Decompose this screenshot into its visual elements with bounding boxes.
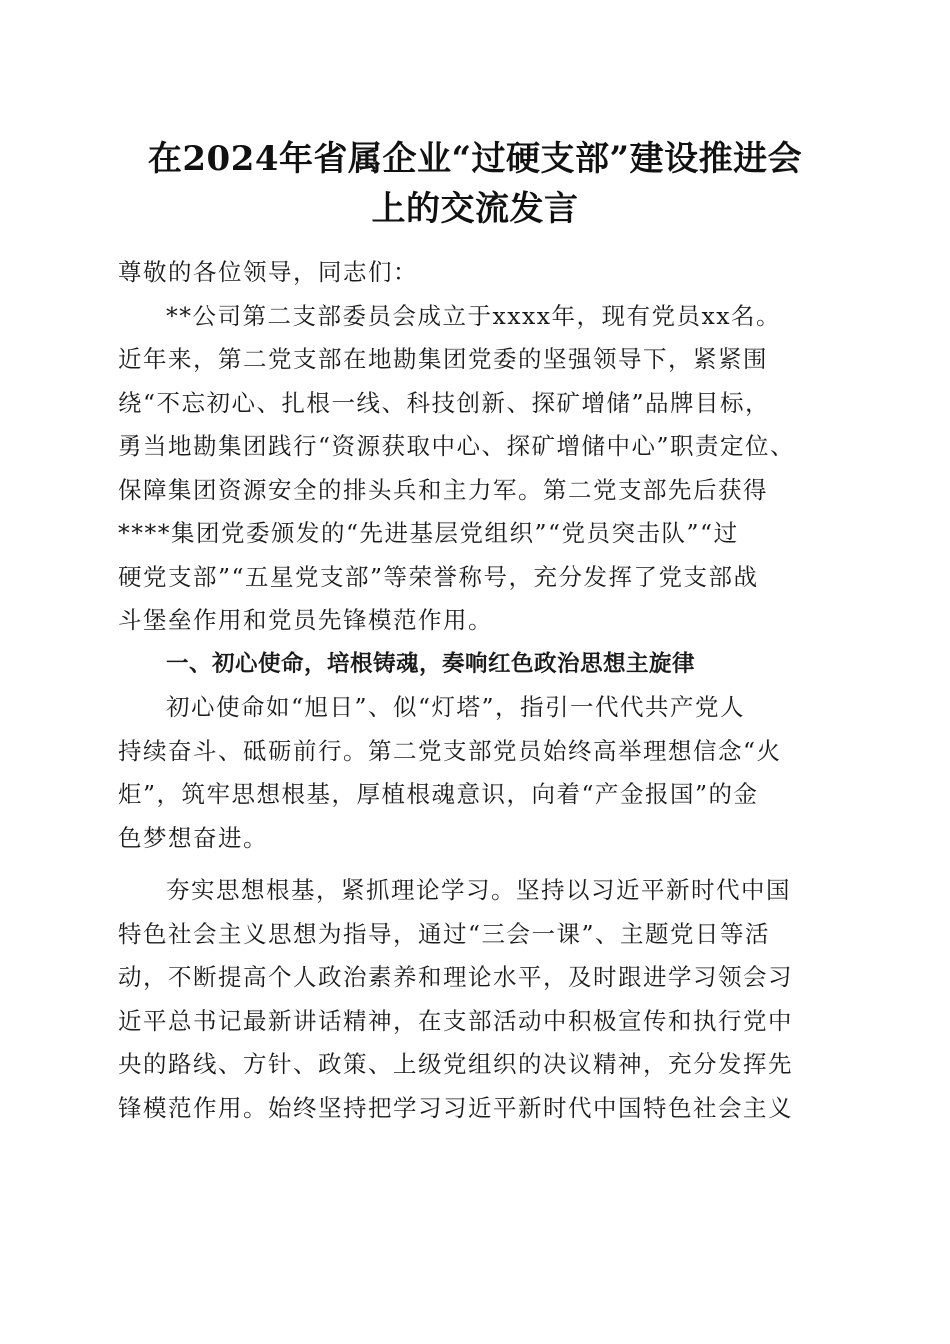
paragraph-gap xyxy=(118,860,838,869)
paragraph-line: 勇当地勘集团践行“资源获取中心、探矿增储中心”职责定位、 xyxy=(118,432,796,460)
paragraph-line: 动，不断提高个人政治素养和理论水平，及时跟进学习领会习 xyxy=(118,963,793,991)
paragraph-line: 锋模范作用。始终坚持把学习习近平新时代中国特色社会主义 xyxy=(118,1093,793,1122)
paragraph-line: 近年来，第二党支部在地勘集团党委的坚强领导下，紧紧围 xyxy=(118,345,768,373)
paragraph-line: **公司第二支部委员会成立于xxxx年，现有党员xx名。 xyxy=(166,301,782,330)
paragraph-line: 保障集团资源安全的排头兵和主力军。第二党支部先后获得 xyxy=(118,475,768,504)
paragraph-line: 硬党支部”“五星党支部”等荣誉称号，充分发挥了党支部战 xyxy=(118,562,759,591)
paragraph-line: 初心使命如“旭日”、似“灯塔”，指引一代代共产党人 xyxy=(166,693,746,721)
paragraph-line: 炬”，筑牢思想根基，厚植根魂意识，向着“产金报国”的金 xyxy=(118,780,759,808)
paragraph-line: 特色社会主义思想为指导，通过“三会一课”、主题党日等活 xyxy=(118,919,771,948)
paragraph-line: 央的路线、方针、政策、上级党组织的决议精神，充分发挥先 xyxy=(118,1050,793,1078)
paragraph-line: 斗堡垒作用和党员先锋模范作用。 xyxy=(118,606,493,634)
paragraph-line: ****集团党委颁发的“先进基层党组织”“党员突击队”“过 xyxy=(118,519,739,547)
paragraph-line: 夯实思想根基，紧抓理论学习。坚持以习近平新时代中国 xyxy=(166,876,791,904)
paragraph-intro xyxy=(118,295,838,643)
paragraph-section-1 xyxy=(118,686,838,860)
section-heading: 一、初心使命，培根铸魂，奏响红色政治思想主旋律 xyxy=(166,650,696,677)
paragraph-line: 色梦想奋进。 xyxy=(118,823,268,852)
salutation: 尊敬的各位领导，同志们： xyxy=(118,258,418,286)
paragraph-line: 近平总书记最新讲话精神，在支部活动中积极宣传和执行党中 xyxy=(118,1006,793,1035)
document-title xyxy=(100,134,850,234)
paragraph-line: 持续奋斗、砥砺前行。第二党支部党员始终高举理想信念“火 xyxy=(118,736,782,765)
title-line-1: 在2024年省属企业“过硬支部”建设推进会 xyxy=(147,139,803,179)
document-body xyxy=(118,251,838,1130)
title-line-2: 上的交流发言 xyxy=(371,189,579,229)
paragraph-section-2 xyxy=(118,869,838,1130)
paragraph-line: 绕“不忘初心、扎根一线、科技创新、探矿增储”品牌目标， xyxy=(118,388,771,417)
